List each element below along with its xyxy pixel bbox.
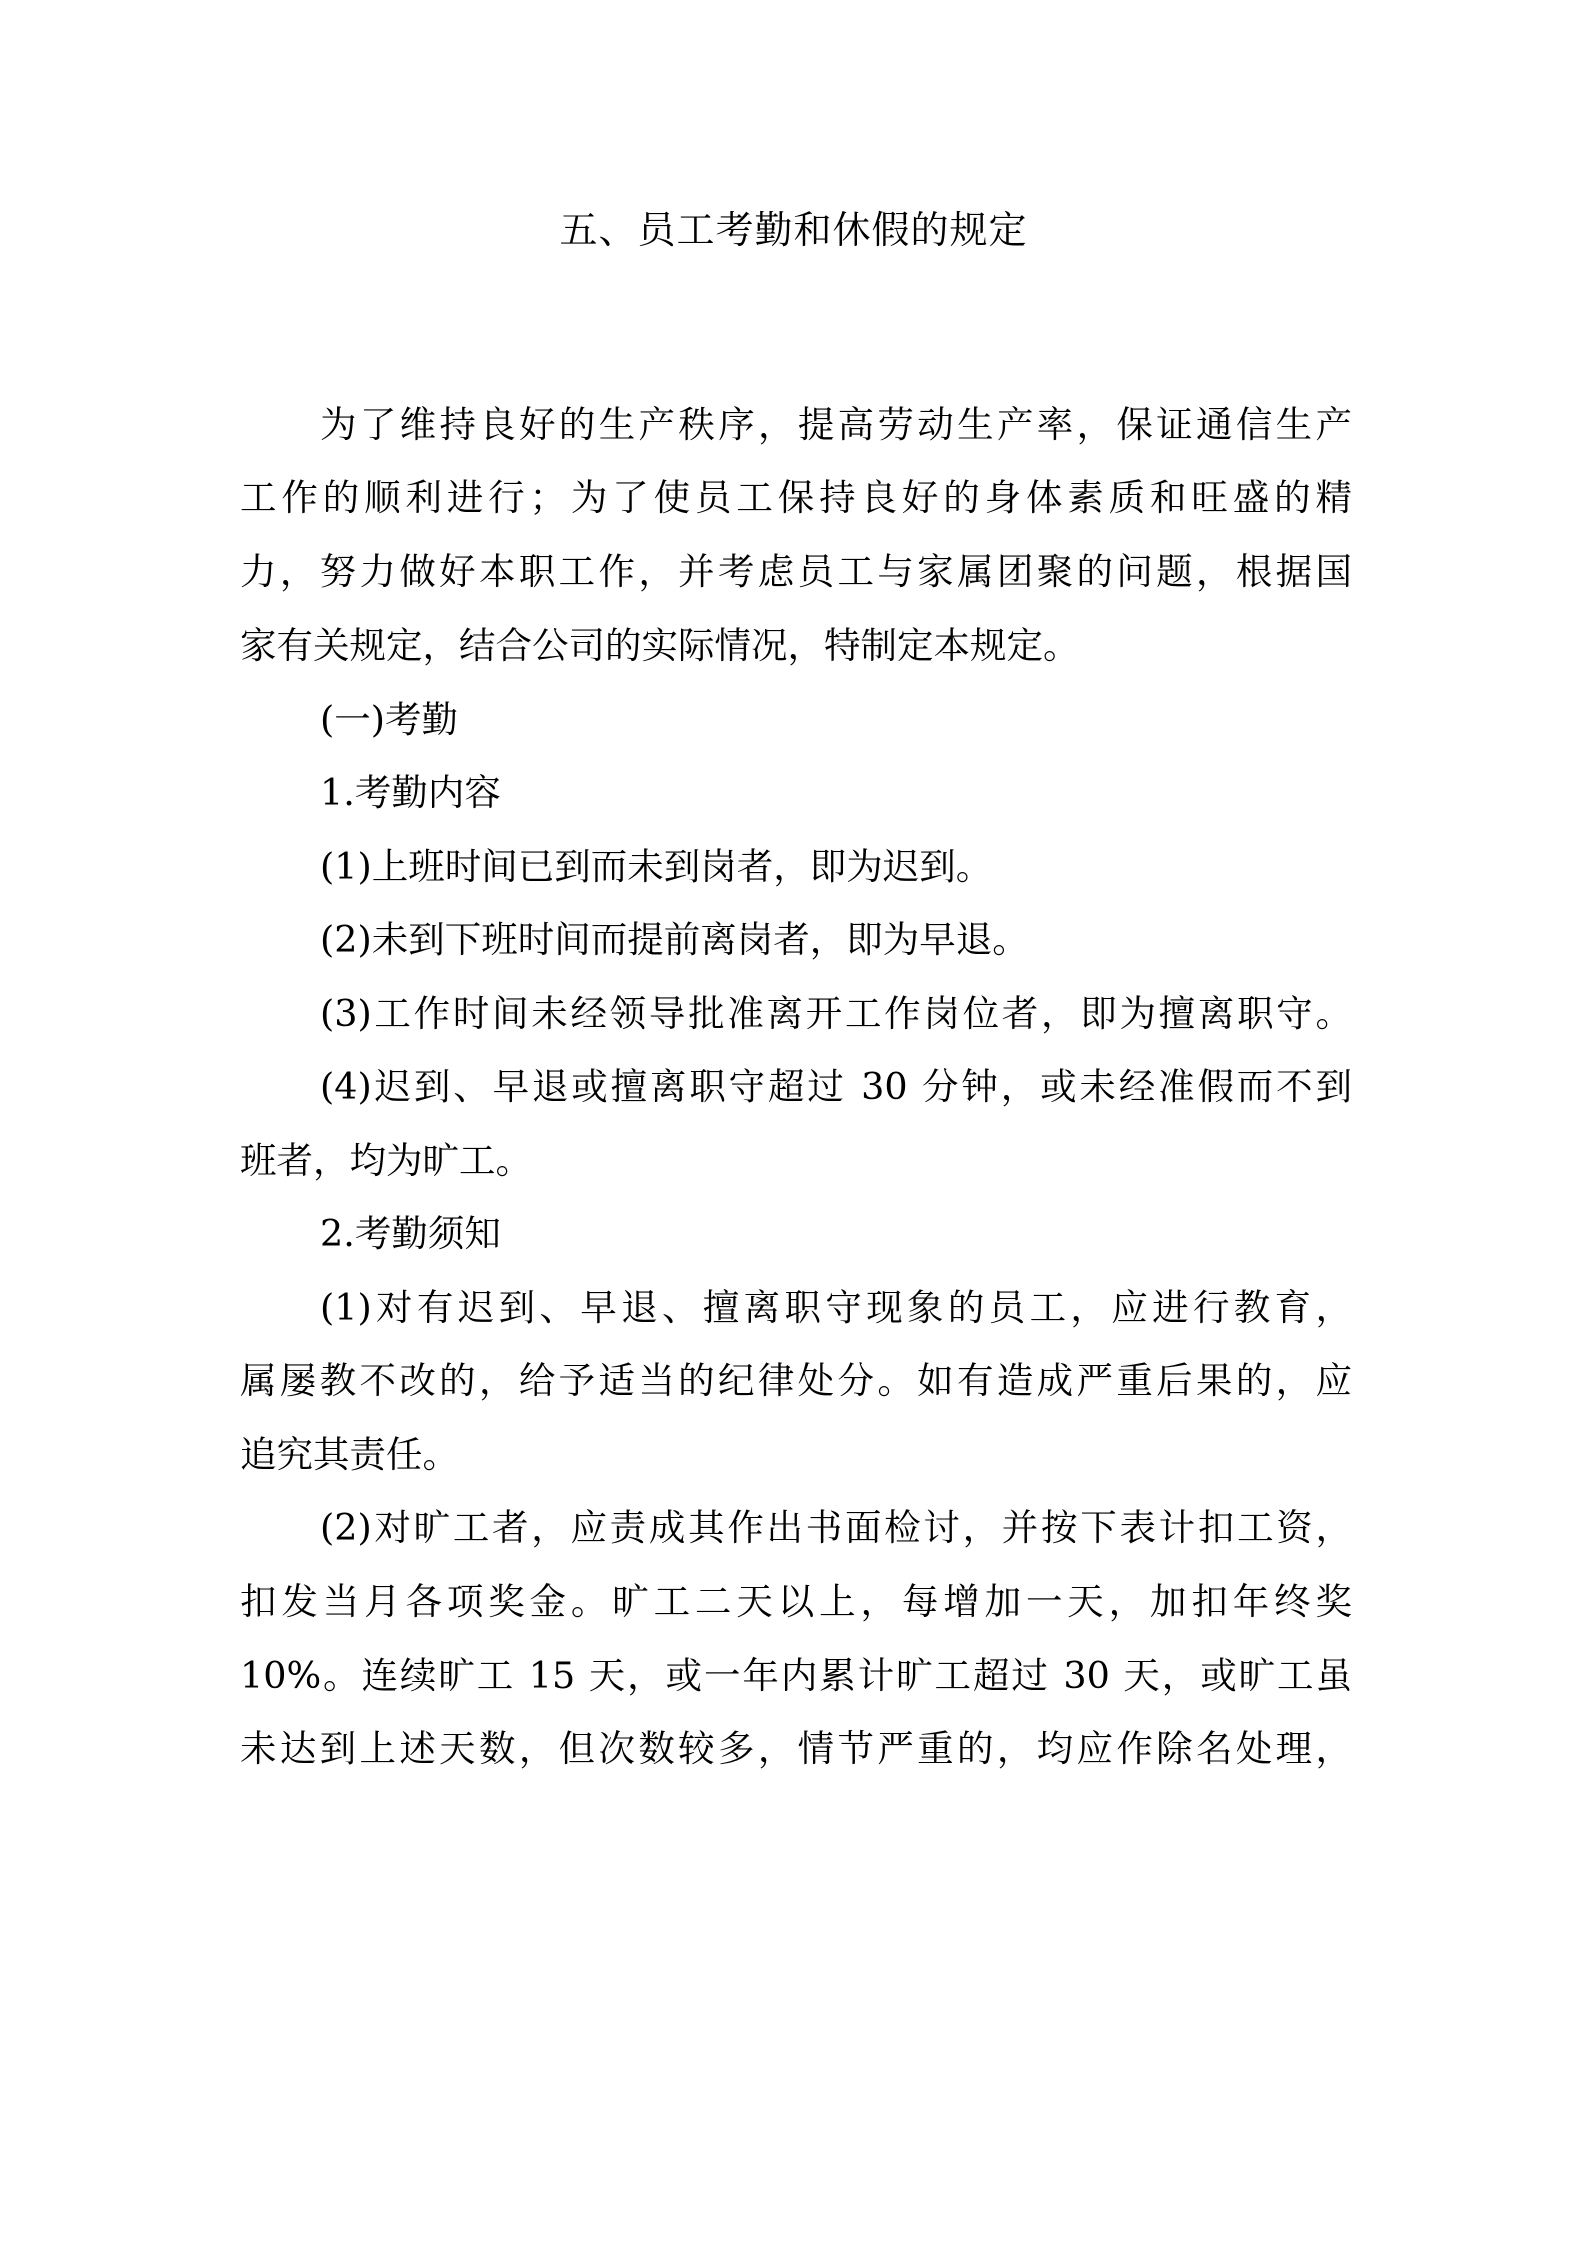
notes-item-2-line: 10%。连续旷工 15 天，或一年内累计旷工超过 30 天，或旷工虽 xyxy=(240,1654,1352,1697)
subsection-heading-attendance-content: 1.考勤内容 xyxy=(320,771,501,814)
page-title: 五、员工考勤和休假的规定 xyxy=(559,208,1028,252)
list-item-absenteeism: (4)迟到、早退或擅离职守超过 30 分钟，或未经准假而不到 xyxy=(320,1065,1352,1108)
paragraph-line: 为了维持良好的生产秩序，提高劳动生产率，保证通信生产 xyxy=(320,403,1352,446)
notes-item-1-line: (1)对有迟到、早退、擅离职守现象的员工，应进行教育， xyxy=(320,1286,1352,1329)
notes-item-2-line: 未达到上述天数，但次数较多，情节严重的，均应作除名处理， xyxy=(240,1727,1352,1770)
list-item-absenteeism-cont: 班者，均为旷工。 xyxy=(240,1139,532,1182)
subsection-heading-attendance-notes: 2.考勤须知 xyxy=(320,1212,501,1255)
section-heading-attendance: (一)考勤 xyxy=(320,698,458,741)
paragraph-line: 家有关规定，结合公司的实际情况，特制定本规定。 xyxy=(240,624,1080,667)
notes-item-2-line: 扣发当月各项奖金。旷工二天以上，每增加一天，加扣年终奖 xyxy=(240,1580,1352,1623)
list-item-late: (1)上班时间已到而未到岗者，即为迟到。 xyxy=(320,845,993,888)
notes-item-1-line: 属屡教不改的，给予适当的纪律处分。如有造成严重后果的，应 xyxy=(240,1359,1352,1402)
paragraph-line: 力，努力做好本职工作，并考虑员工与家属团聚的问题，根据国 xyxy=(240,550,1352,593)
notes-item-1-line: 追究其责任。 xyxy=(240,1433,459,1476)
list-item-absent-from-post: (3)工作时间未经领导批准离开工作岗位者，即为擅离职守。 xyxy=(320,992,1352,1035)
list-item-early-leave: (2)未到下班时间而提前离岗者，即为早退。 xyxy=(320,918,1029,961)
notes-item-2-line: (2)对旷工者，应责成其作出书面检讨，并按下表计扣工资， xyxy=(320,1506,1352,1549)
paragraph-line: 工作的顺利进行；为了使员工保持良好的身体素质和旺盛的精 xyxy=(240,476,1352,519)
